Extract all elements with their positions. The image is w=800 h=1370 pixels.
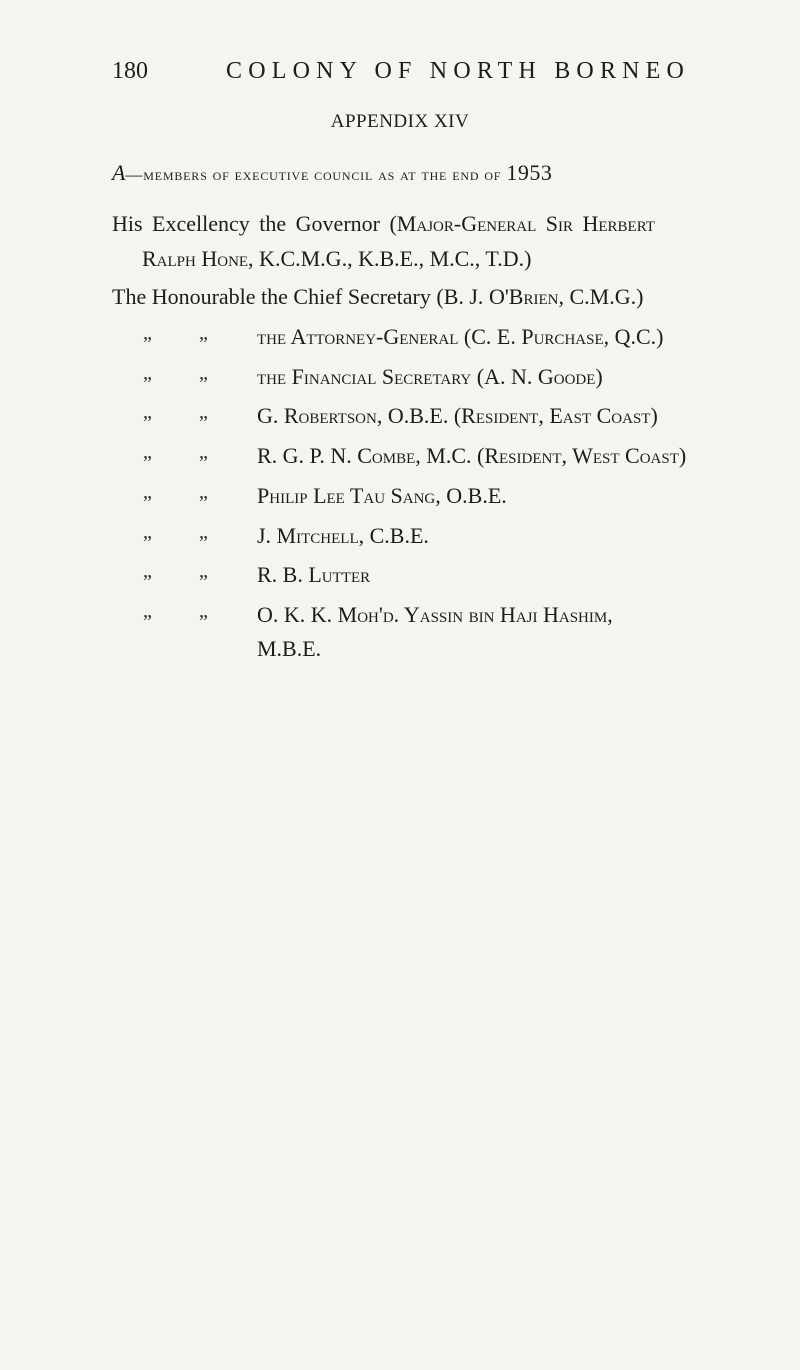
member-entry: R. B. Lutter bbox=[257, 562, 371, 588]
section-letter: A bbox=[112, 160, 126, 185]
member-entry: Philip Lee Tau Sang, O.B.E. bbox=[257, 482, 507, 508]
section-heading-text: members of executive council as at the end of bbox=[143, 165, 507, 184]
ditto-mark: „ bbox=[199, 520, 208, 543]
member-entry: G. Robertson, O.B.E. (Resident, East Coast) bbox=[257, 403, 658, 429]
member-entry: J. Mitchell, C.B.E. bbox=[257, 522, 429, 548]
chief-secretary-suffix: , C.M.G.) bbox=[558, 284, 644, 309]
running-head bbox=[112, 58, 691, 90]
ditto-mark: „ bbox=[143, 441, 152, 464]
member-entry: R. G. P. N. Combe, M.C. (Resident, West Coast) bbox=[257, 443, 687, 469]
member-entry-continuation: M.B.E. bbox=[257, 635, 322, 661]
member-entry: O. K. K. Moh'd. Yassin bin Haji Hashim, bbox=[257, 601, 613, 627]
ditto-mark: „ bbox=[199, 480, 208, 503]
section-dash: — bbox=[125, 165, 144, 184]
appendix-title: APPENDIX XIV bbox=[330, 111, 470, 132]
ditto-mark: „ bbox=[199, 560, 208, 583]
ditto-mark: „ bbox=[199, 361, 208, 384]
section-heading bbox=[112, 160, 552, 186]
ditto-mark: „ bbox=[199, 599, 208, 622]
governor-name-line-2: Ralph Hone, K.C.M.G., K.B.E., M.C., T.D.) bbox=[142, 246, 532, 271]
running-title: COLONY OF NORTH BORNEO bbox=[226, 58, 691, 84]
ditto-mark: „ bbox=[143, 599, 152, 622]
ditto-mark: „ bbox=[143, 401, 152, 424]
governor-line-1 bbox=[112, 211, 655, 237]
section-year: 1953 bbox=[506, 160, 553, 185]
ditto-mark: „ bbox=[143, 520, 152, 543]
member-entry: the Attorney-General (C. E. Purchase, Q.C.) bbox=[257, 324, 664, 349]
ditto-mark: „ bbox=[143, 480, 152, 503]
chief-secretary-line bbox=[112, 284, 643, 310]
ditto-mark: „ bbox=[143, 322, 152, 344]
governor-prefix: His Excellency the Governor ( bbox=[112, 211, 397, 236]
ditto-mark: „ bbox=[143, 560, 152, 583]
page-number: 180 bbox=[112, 58, 148, 84]
ditto-mark: „ bbox=[199, 322, 208, 344]
ditto-mark: „ bbox=[199, 401, 208, 424]
ditto-mark: „ bbox=[143, 361, 152, 384]
governor-name-line-1: Major-General Sir Herbert bbox=[396, 211, 655, 236]
chief-secretary-name: O'Brien bbox=[488, 284, 559, 309]
chief-secretary-prefix: The Honourable the Chief Secretary (B. J. bbox=[112, 284, 489, 309]
ditto-mark: „ bbox=[199, 441, 208, 464]
member-entry: the Financial Secretary (A. N. Goode) bbox=[257, 363, 603, 389]
